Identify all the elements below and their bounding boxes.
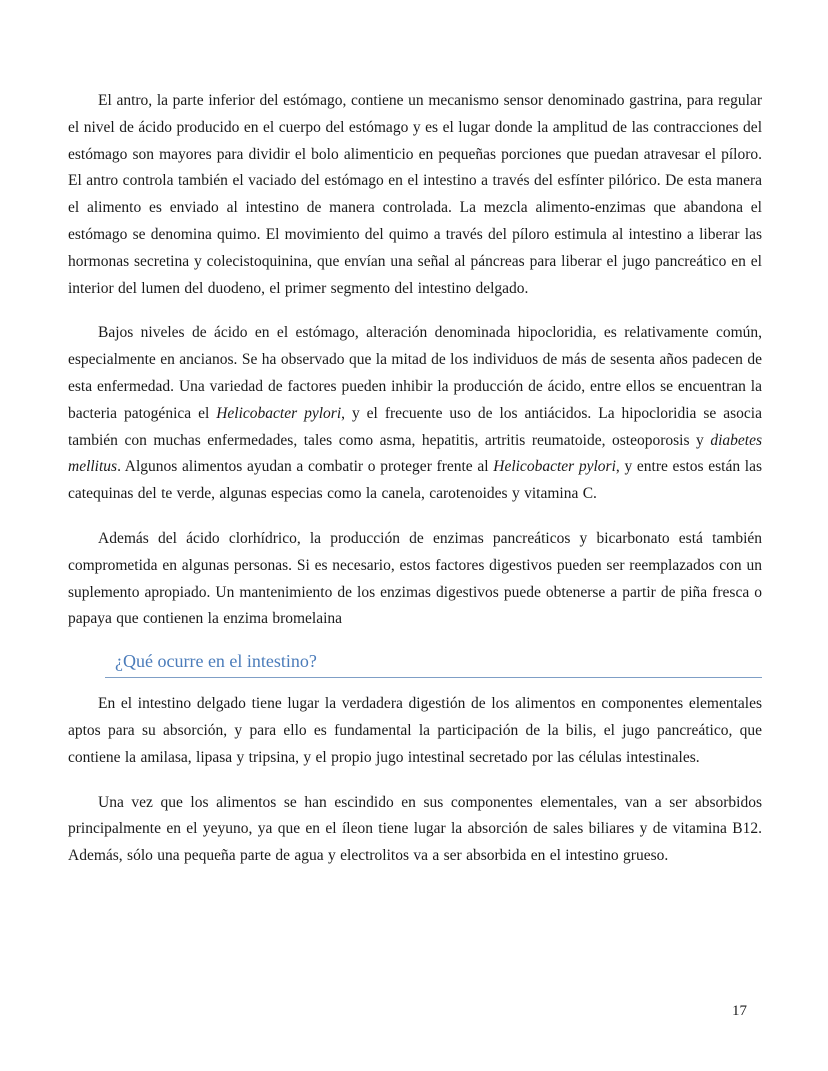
page-content [68, 88, 762, 888]
paragraph-enzimas: Además del ácido clorhídrico, la producción de enzimas pancreáticos y bicarbonato está también comprometida en algunas personas. Si es necesario, estos factores digestivos pueden ser reemplazados con un suplemento apropiado. Un mantenimiento de los enzimas digestivos puede obtenerse a partir de piña fresca o papaya que contienen la enzima bromelaina [68, 529, 762, 628]
section-heading: ¿Qué ocurre en el intestino? [105, 651, 762, 678]
paragraph-antro: El antro, la parte inferior del estómago, contiene un mecanismo sensor denominado gastrina, para regular el nivel de ácido producido en el cuerpo del estómago y es el lugar donde la amplitud de las contracciones del estómago son mayores para dividir el bolo alimenticio en pequeñas porciones que puedan atravesar el píloro. El antro controla también el vaciado del estómago en el intestino a través del esfínter pilórico. De esta manera el alimento es enviado al intestino de manera controlada. La mezcla alimento-enzimas que abandona el estómago se denomina quimo. El movimiento del quimo a través del píloro estimula al intestino a liberar las hormonas secretina y colecistoquinina, que envían una señal al páncreas para liberar el jugo pancreático en el interior del lumen del duodeno, el primer segmento del intestino delgado. [68, 92, 762, 297]
paragraph-absorcion: Una vez que los alimentos se han escindido en sus componentes elementales, van a ser absorbidos principalmente en el yeyuno, ya que en el íleon tiene lugar la absorción de sales biliares y de vitamina B12. Además, sólo una pequeña parte de agua y electrolitos va a ser absorbida en el intestino grueso. [68, 793, 762, 865]
page-number: 17 [732, 1003, 747, 1019]
paragraph-intestino-delgado: En el intestino delgado tiene lugar la verdadera digestión de los alimentos en componentes elementales aptos para su absorción, y para ello es fundamental la participación de la bilis, el jugo pancreático, que contiene la amilasa, lipasa y tripsina, y el propio jugo intestinal secretado por las células intestinales. [68, 695, 762, 766]
paragraph-hipocloridia: Bajos niveles de ácido en el estómago, alteración denominada hipocloridia, es relativamente común, especialmente en ancianos. Se ha observado que la mitad de los individuos de más de sesenta años padecen de esta enfermedad. Una variedad de factores pueden inhibir la producción de ácido, entre ellos se encuentran la bacteria patogénica el Helicobacter pylori, y el frecuente uso de los antiácidos. La hipocloridia se asocia también con muchas enfermedades, tales como asma, hepatitis, artritis reumatoide, osteoporosis y diabetes mellitus. Algunos alimentos ayudan a combatir o proteger frente al Helicobacter pylori, y entre estos están las catequinas del te verde, algunas especias como la canela, carotenoides y vitamina C. [68, 324, 763, 503]
